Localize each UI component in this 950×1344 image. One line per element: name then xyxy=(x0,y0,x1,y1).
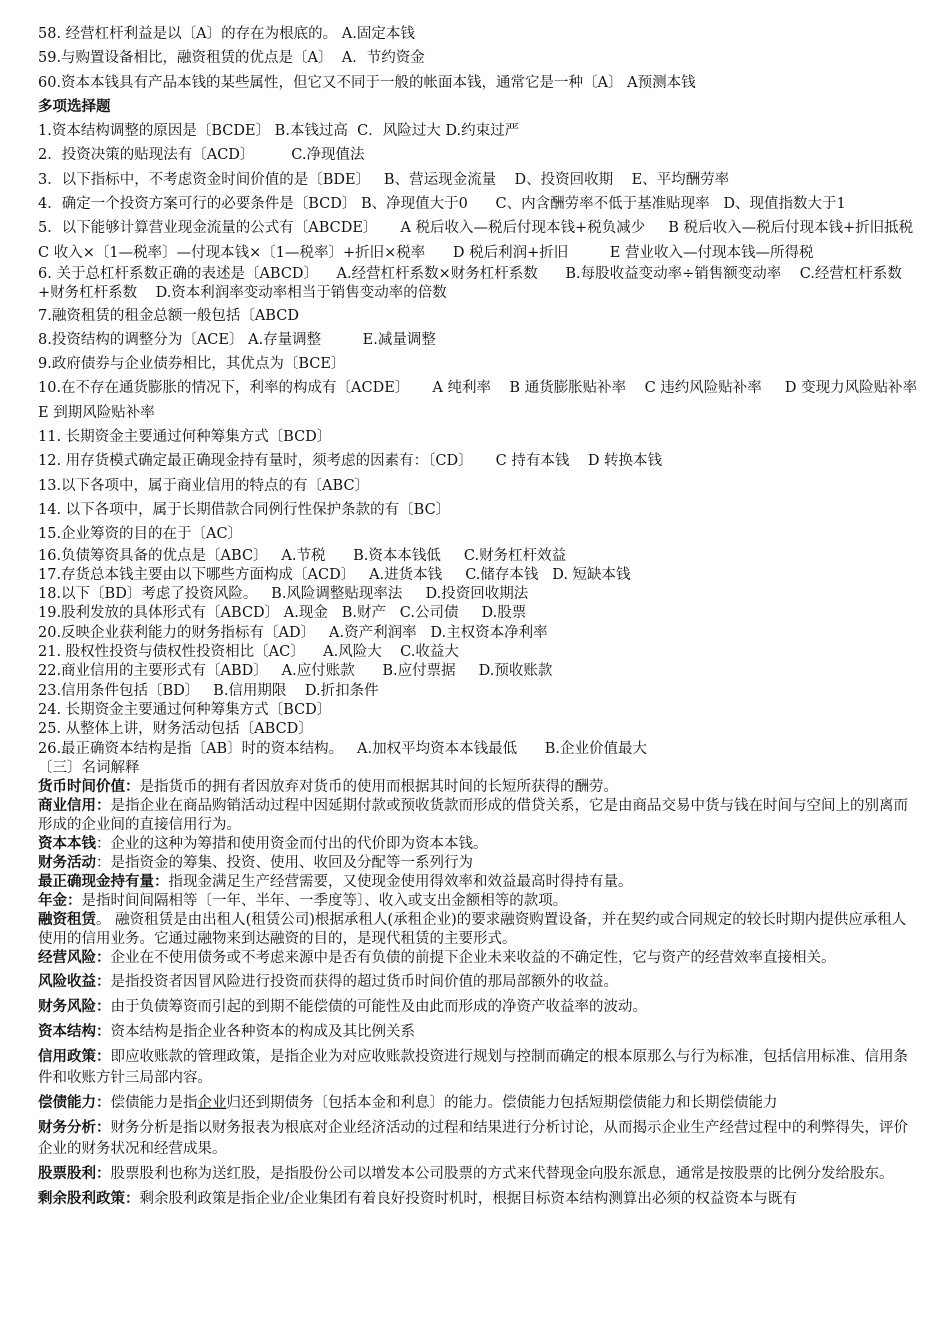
multi-item: 2．投资决策的贴现法有〔ACD〕 C.净现值法 xyxy=(38,147,365,164)
multi-item: 7.融资租赁的租金总额一般包括〔ABCD xyxy=(38,307,299,324)
term-label: 风险收益： xyxy=(38,974,111,991)
term-label: 财务风险： xyxy=(38,999,111,1016)
term-definition: 归还到期债务〔包括本金和利息〕的能力。偿债能力包括短期偿债能力和长期偿债能力 xyxy=(226,1095,778,1112)
term-definition: 。 融资租赁是由出租人(租赁公司)根据承租人(承租企业)的要求融资购置设备，并在契约或合同规定的较长时期内提供应承租人使用的信用业务。它通过融物来到达融资的目的，是现代租赁的主要形式。 xyxy=(38,912,907,948)
multi-item: 4．确定一个投资方案可行的必要条件是〔BCD〕 B、净现值大于0 C、内含酬劳率不低于基准贴现率 D、现值指数大于1 xyxy=(38,196,846,213)
multi-item: 14. 以下各项中，属于长期借款合同例行性保护条款的有〔BC〕 xyxy=(38,501,451,518)
term-definition: 由于负债筹资而引起的到期不能偿债的可能性及由此而形成的净资产收益率的波动。 xyxy=(110,999,647,1016)
term-definition: 剩余股利政策是指企业/企业集团有着良好投资时机时，根据目标资本结构测算出必须的权益资本与既有 xyxy=(139,1191,797,1208)
term-label: 财务分析： xyxy=(38,1120,111,1137)
term-entry xyxy=(38,778,918,797)
multi-item: 15.企业筹资的目的在于〔AC〕 xyxy=(38,526,243,543)
term-definition: 是指货币的拥有者因放弃对货币的使用而根据其时间的长短所获得的酬劳。 xyxy=(139,779,618,796)
term-label: 年金： xyxy=(38,893,82,910)
document-page xyxy=(38,22,945,1210)
multi-item: 20.反映企业获利能力的财务指标有〔AD〕 A.资产利润率 D.主权资本净利率 xyxy=(38,624,548,641)
term-entry xyxy=(38,911,918,949)
term-label: 最正确现金持有量： xyxy=(38,874,169,891)
multi-item: 19.股利发放的具体形式有〔ABCD〕 A.现金 B.财产 C.公司债 D.股票 xyxy=(38,605,527,622)
term-definition: 资本结构是指企业各种资本的构成及其比例关系 xyxy=(110,1024,415,1041)
term-label: 资本结构： xyxy=(38,1024,111,1041)
multi-item: 9.政府债券与企业债券相比，其优点为〔BCE〕 xyxy=(38,356,346,373)
term-label: 经营风险： xyxy=(38,950,111,967)
term-entry xyxy=(38,972,918,993)
multi-item: 16.负债筹资具备的优点是〔ABC〕 A.节税 B.资本本钱低 C.财务杠杆效益 xyxy=(38,547,567,564)
multi-item: 6. 关于总杠杆系数正确的表述是〔ABCD〕 A.经营杠杆系数×财务杠杆系数 B.每股收益变动率÷销售额变动率 C.经营杠杆系数+财务杠杆系数 D.资本利润率变动率相当于销售变动率的倍数 xyxy=(38,265,902,302)
multi-item: 11. 长期资金主要通过何种筹集方式〔BCD〕 xyxy=(38,429,332,446)
term-label: 股票股利： xyxy=(38,1166,111,1183)
term-entry xyxy=(38,854,918,873)
term-label: 信用政策： xyxy=(38,1049,111,1066)
multi-item: 18.以下〔BD〕考虑了投资风险。 B.风险调整贴现率法 D.投资回收期法 xyxy=(38,586,529,603)
multi-item: 8.投资结构的调整分为〔ACE〕 A.存量调整 E.减量调整 xyxy=(38,331,436,348)
question-59: 59.与购置设备相比，融资租赁的优点是〔A〕 A．节约资金 xyxy=(38,50,425,67)
term-label: 财务活动 xyxy=(38,855,96,872)
term-definition-start: 偿债能力是指 xyxy=(110,1095,198,1112)
question-58: 58. 经营杠杆利益是以〔A〕的存在为根底的。 A.固定本钱 xyxy=(38,26,415,42)
multi-item: 26.最正确资本结构是指〔AB〕时的资本结构。 A.加权平均资本本钱最低 B.企业价值最大 xyxy=(38,740,648,757)
term-definition: 股票股利也称为送红股，是指股份公司以增发本公司股票的方式来代替现金向股东派息，通常是按股票的比例分发给股东。 xyxy=(110,1166,894,1183)
multi-item: 5．以下能够计算营业现金流量的公式有〔ABCDE〕 A 税后收入—税后付现本钱+税负减少 B 税后收入—税后付现本钱+折旧抵税 C 收入×〔1—税率〕—付现本钱×〔1—税率〕+折旧×税率 D 税后利润+折旧 E 营业收入—付现本钱—所得税 xyxy=(38,220,937,261)
term-entry xyxy=(38,1164,918,1185)
term-entry xyxy=(38,1047,918,1089)
multi-item: 22.商业信用的主要形式有〔ABD〕 A.应付账款 B.应付票据 D.预收账款 xyxy=(38,663,553,680)
term-definition: 指现金满足生产经营需要，又使现金使用得效率和效益最高时得持有量。 xyxy=(168,874,633,891)
term-label: 商业信用： xyxy=(38,798,111,815)
term-definition: 即应收账款的管理政策，是指企业为对应收账款投资进行规划与控制而确定的根本原那么与行为标准，包括信用标准、信用条件和收账方针三局部内容。 xyxy=(38,1049,908,1087)
term-entry xyxy=(38,873,918,892)
multi-item: 21. 股权性投资与债权性投资相比〔AC〕 A.风险大 C.收益大 xyxy=(38,644,459,661)
multi-item: 24. 长期资金主要通过何种筹集方式〔BCD〕 xyxy=(38,701,332,718)
term-entry xyxy=(38,835,918,854)
multi-item: 13.以下各项中，属于商业信用的特点的有〔ABC〕 xyxy=(38,477,370,494)
multi-item: 10.在不存在通货膨胀的情况下，利率的构成有〔ACDE〕 A 纯利率 B 通货膨胀贴补率 C 违约风险贴补率 D 变现力风险贴补率 E 到期风险贴补率 xyxy=(38,380,945,421)
multi-item: 3．以下指标中，不考虑资金时间价值的是〔BDE〕 B、营运现金流量 D、投资回收期 E、平均酬劳率 xyxy=(38,171,730,188)
multi-item: 25. 从整体上讲，财务活动包括〔ABCD〕 xyxy=(38,721,313,738)
term-definition: ：是指资金的筹集、投资、使用、收回及分配等一系列行为 xyxy=(96,855,473,872)
term-label: 货币时间价值： xyxy=(38,779,140,796)
term-definition: 是指企业在商品购销活动过程中因延期付款或预收货款而形成的借贷关系，它是由商品交易中货与钱在时间与空间上的别离而形成的企业间的直接信用行为。 xyxy=(38,798,908,834)
term-label: 融资租赁 xyxy=(38,912,96,929)
multi-item: 1.资本结构调整的原因是〔BCDE〕 B.本钱过高 C．风险过大 D.约束过严 xyxy=(38,123,520,140)
term-label: 剩余股利政策： xyxy=(38,1191,140,1208)
term-entry xyxy=(38,949,918,968)
term-label: 资本本钱 xyxy=(38,836,96,853)
term-definition: 是指时间间隔相等〔一年、半年、一季度等〕、收入或支出金额相等的款项。 xyxy=(81,893,568,910)
term-entry xyxy=(38,892,918,911)
term-entry xyxy=(38,1093,918,1114)
term-entry xyxy=(38,797,918,835)
term-definition-underlined: 企业 xyxy=(197,1095,227,1112)
section-heading-terms: 〔三〕名词解释 xyxy=(38,759,140,776)
section-heading-multi-choice: 多项选择题 xyxy=(38,98,111,115)
term-definition: ：企业的这种为筹措和使用资金而付出的代价即为资本本钱。 xyxy=(96,836,488,853)
question-60: 60.资本本钱具有产品本钱的某些属性，但它又不同于一般的帐面本钱，通常它是一种〔A〕 A预测本钱 xyxy=(38,74,696,91)
term-entry xyxy=(38,997,918,1018)
term-definition: 是指投资者因冒风险进行投资而获得的超过货币时间价值的那局部额外的收益。 xyxy=(110,974,618,991)
multi-item: 23.信用条件包括〔BD〕 B.信用期限 D.折扣条件 xyxy=(38,682,379,699)
term-entry xyxy=(38,1022,918,1043)
term-definition: 财务分析是指以财务报表为根底对企业经济活动的过程和结果进行分析讨论，从而揭示企业生产经营过程中的利弊得失，评价企业的财务状况和经营成果。 xyxy=(38,1120,908,1158)
term-entry xyxy=(38,1118,918,1160)
multi-item: 17.存货总本钱主要由以下哪些方面构成〔ACD〕 A.进货本钱 C.储存本钱 D. 短缺本钱 xyxy=(38,566,631,583)
term-entry xyxy=(38,1189,918,1210)
multi-item: 12. 用存货模式确定最正确现金持有量时，须考虑的因素有：〔CD〕 C 持有本钱 D 转换本钱 xyxy=(38,453,663,470)
term-definition: 企业在不使用债务或不考虑来源中是否有负债的前提下企业未来收益的不确定性，它与资产的经营效率直接相关。 xyxy=(110,950,836,967)
term-label: 偿债能力： xyxy=(38,1095,111,1112)
